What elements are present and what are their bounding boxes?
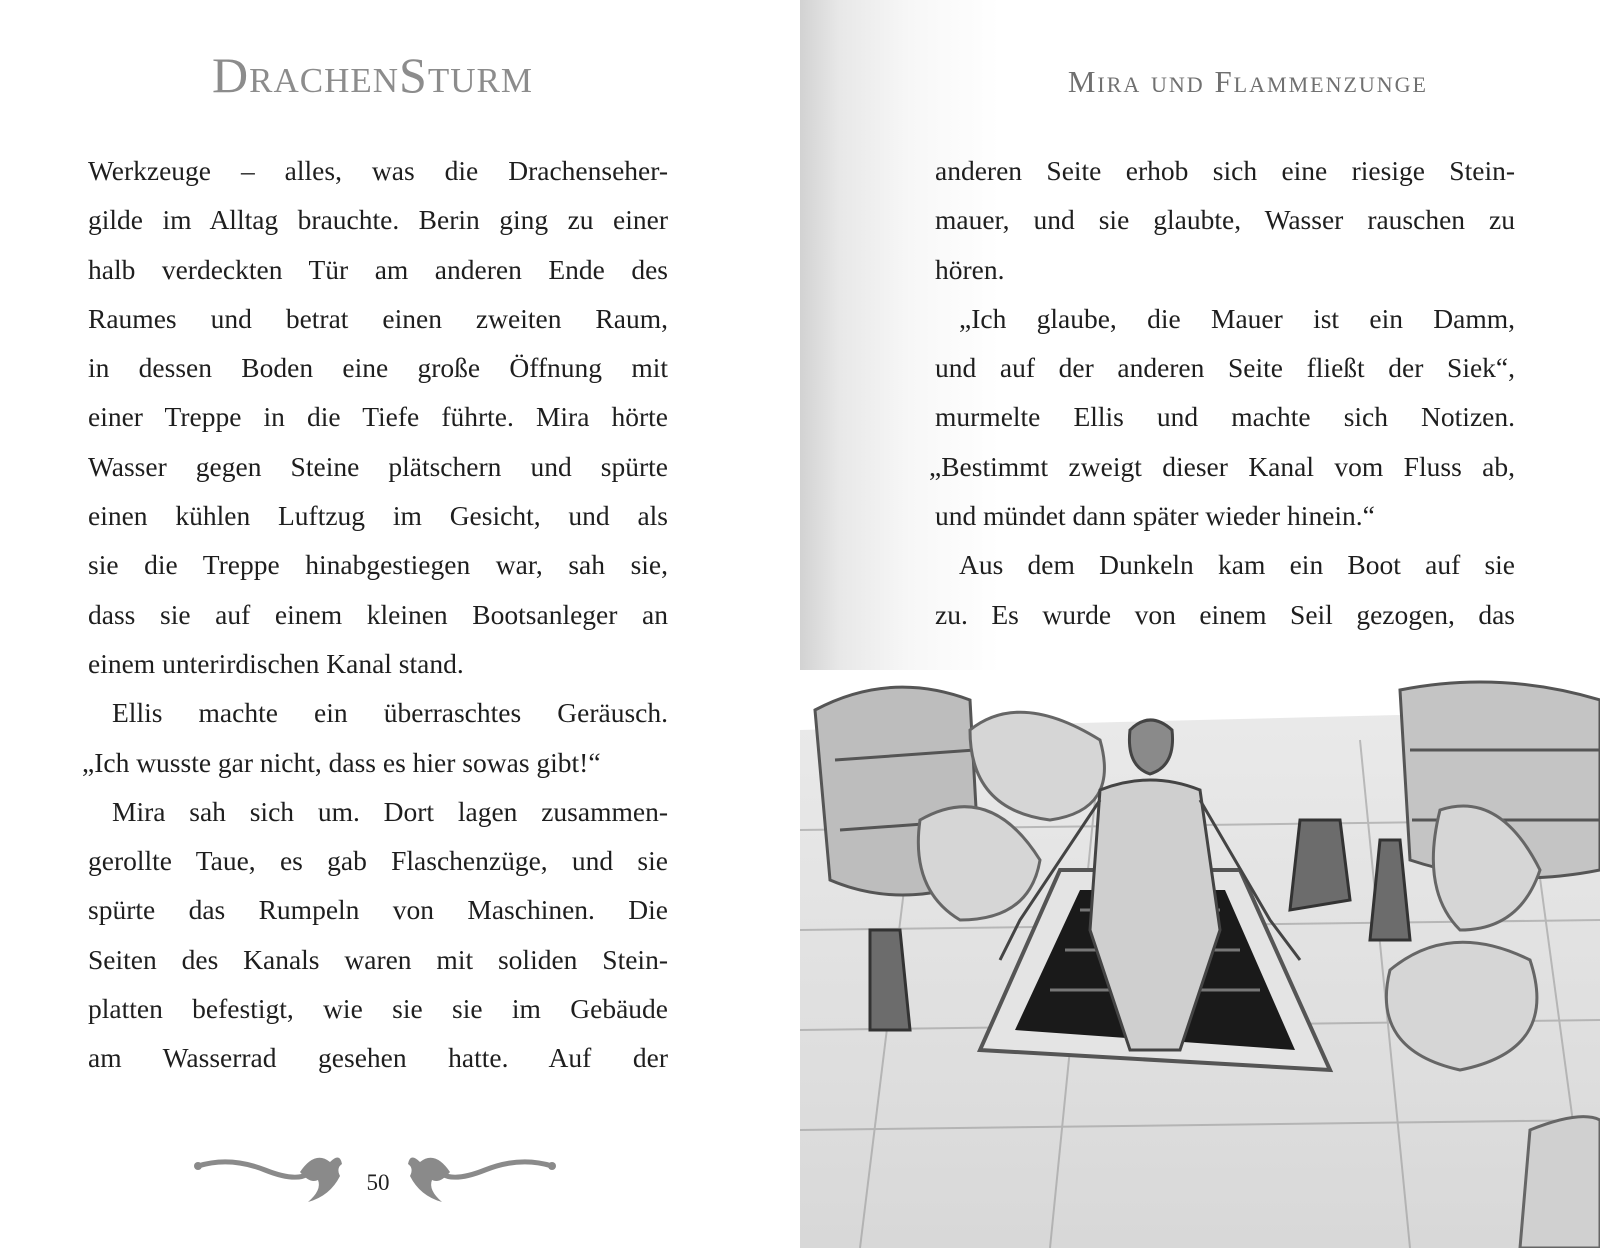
text-line: „Ich wusste gar nicht, dass es hier sowas gibt!“: [82, 746, 601, 778]
text-line: Ellis machte ein überraschtes Geräusch.: [112, 697, 668, 729]
text-line: Wasser gegen Steine plätschern und spürte: [88, 450, 668, 482]
page-number: 50: [366, 1170, 390, 1195]
text-line: „Ich glaube, die Mauer ist ein Damm,: [959, 302, 1515, 334]
text-line: dass sie auf einem kleinen Bootsanleger an: [88, 598, 668, 630]
series-title: DrachenSturm: [212, 47, 533, 103]
text-line: Mira sah sich um. Dort lagen zusammen-: [112, 795, 668, 827]
text-line: „Bestimmt zweigt dieser Kanal vom Fluss ab,: [929, 450, 1515, 482]
text-line: und auf der anderen Seite fließt der Siek“,: [935, 352, 1515, 384]
text-line: einem unterirdischen Kanal stand.: [88, 647, 464, 679]
left-page-text: [82, 146, 668, 1083]
text-line: Seiten des Kanals waren mit soliden Stein-: [88, 943, 668, 975]
text-line: sie die Treppe hinabgestiegen war, sah sie,: [88, 549, 668, 581]
text-line: zu. Es wurde von einem Seil gezogen, das: [935, 598, 1515, 630]
page-footer: [190, 1150, 560, 1220]
text-line: murmelte Ellis und machte sich Notizen.: [935, 401, 1515, 433]
text-line: gilde im Alltag brauchte. Berin ging zu einer: [88, 204, 668, 236]
text-line: in dessen Boden eine große Öffnung mit: [88, 352, 668, 384]
text-line: mauer, und sie glaubte, Wasser rauschen zu: [935, 204, 1515, 236]
text-line: einer Treppe in die Tiefe führte. Mira hörte: [88, 401, 668, 433]
right-page-text: [929, 146, 1515, 639]
text-line: hören.: [935, 253, 1005, 285]
chapter-title: Mira und Flammenzunge: [1067, 64, 1428, 99]
hatch-illustration: [800, 670, 1600, 1248]
text-line: spürte das Rumpeln von Maschinen. Die: [88, 894, 668, 926]
text-line: anderen Seite erhob sich eine riesige Stein-: [935, 155, 1515, 186]
text-line: Aus dem Dunkeln kam ein Boot auf sie: [959, 549, 1515, 581]
text-line: Raumes und betrat einen zweiten Raum,: [88, 302, 668, 334]
text-line: halb verdeckten Tür am anderen Ende des: [88, 253, 668, 285]
text-line: und mündet dann später wieder hinein.“: [935, 500, 1375, 532]
text-line: platten befestigt, wie sie sie im Gebäude: [88, 993, 668, 1025]
text-line: einen kühlen Luftzug im Gesicht, und als: [88, 500, 668, 532]
text-line: gerollte Taue, es gab Flaschenzüge, und sie: [88, 845, 668, 877]
right-page: [800, 0, 1600, 1248]
text-line: Werkzeuge – alles, was die Drachenseher-: [88, 155, 668, 186]
text-line: am Wasserrad gesehen hatte. Auf der: [88, 1042, 668, 1074]
